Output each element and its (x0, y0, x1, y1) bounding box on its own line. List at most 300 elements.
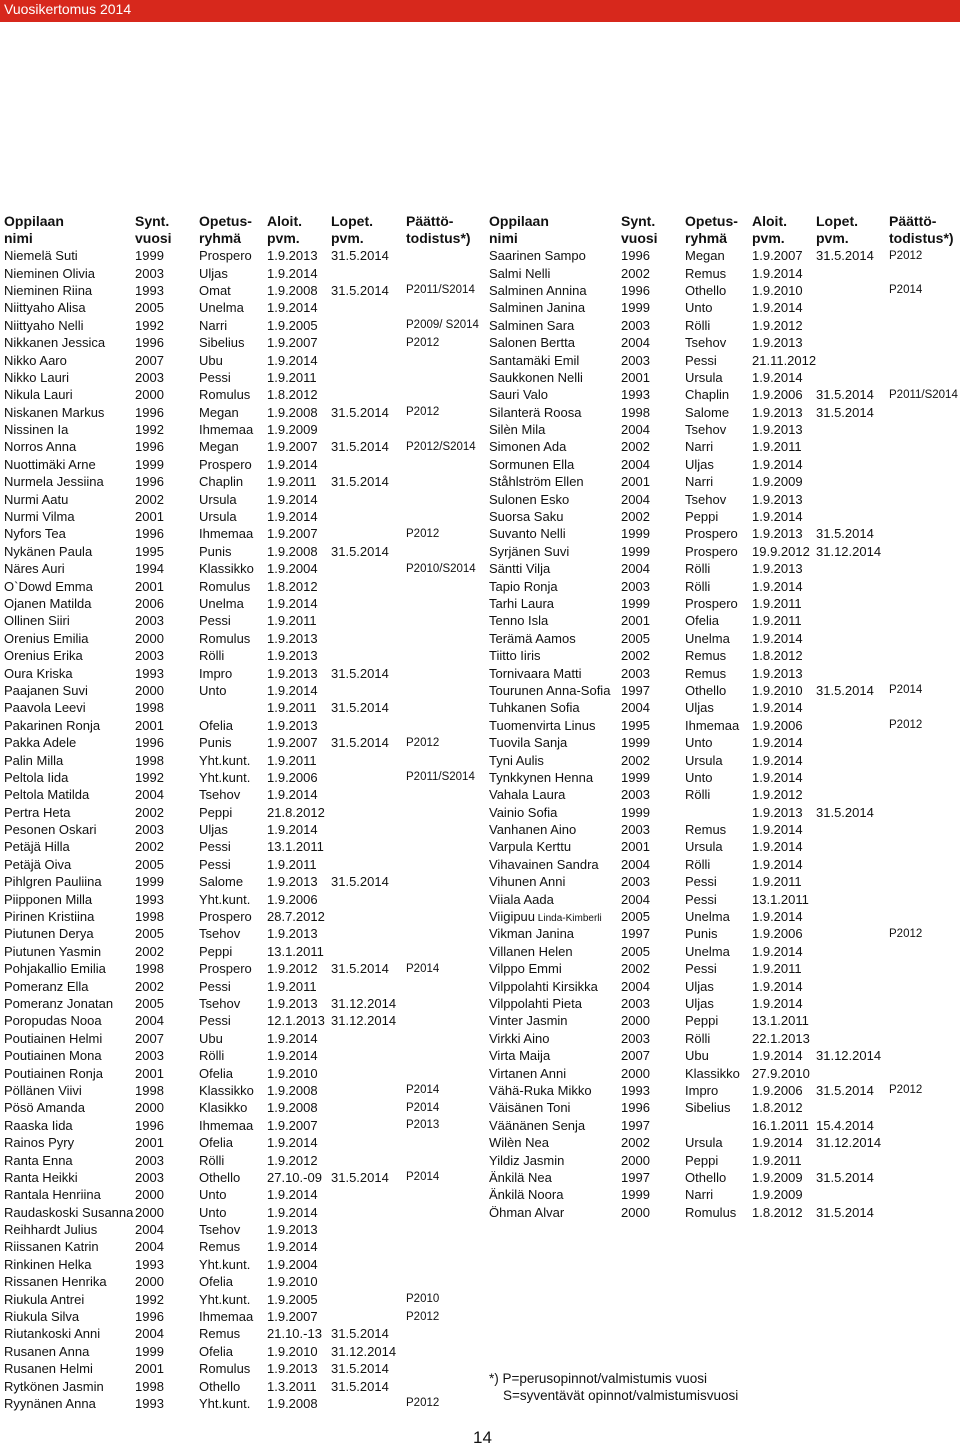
end-date-cell (331, 1395, 406, 1412)
group-cell: Pessi (685, 874, 717, 890)
birth-year-cell: 1996 (135, 474, 164, 490)
group-cell: Klassikko (685, 1065, 740, 1081)
start-date-cell: 1.9.2011 (267, 700, 317, 716)
start-date-cell: 1.9.2006 (752, 1082, 803, 1098)
end-date-cell (331, 1134, 406, 1151)
name-cell: Vilppo Emmi (489, 961, 562, 977)
certificate-cell (889, 404, 960, 421)
birth-year-cell: 2003 (621, 578, 650, 594)
birth-year-cell: 2003 (135, 1152, 164, 1168)
group-cell: Unto (199, 1204, 227, 1220)
start-date-cell: 16.1.2011 (752, 1117, 809, 1133)
table-row (4, 560, 480, 577)
end-date-cell: 31.5.2014 (816, 387, 874, 403)
start-date-cell: 1.9.2013 (267, 665, 318, 681)
group-cell: Ihmemaa (199, 1309, 254, 1325)
table-row (4, 577, 480, 594)
name-cell: Nieminen Riina (4, 282, 93, 298)
name-cell: Ollinen Siiri (4, 613, 70, 629)
birth-year-cell: 1993 (135, 891, 164, 907)
start-date-cell: 1.9.2014 (752, 630, 803, 646)
table-row (4, 386, 480, 403)
birth-year-cell: 1996 (135, 404, 164, 420)
group-cell: Ursula (685, 839, 723, 855)
group-cell: Ursula (685, 1135, 723, 1151)
certificate-cell (889, 995, 960, 1012)
end-date-cell (331, 1308, 406, 1325)
birth-year-cell: 1997 (621, 682, 650, 698)
end-date-cell (331, 334, 406, 351)
group-cell: Klassikko (199, 561, 254, 577)
start-date-cell: 13.1.2011 (267, 943, 324, 959)
certificate-cell (406, 1012, 480, 1029)
name-cell: Tenno Isla (489, 613, 549, 629)
name-cell: Simonen Ada (489, 439, 567, 455)
end-date-cell (816, 595, 889, 612)
table-row (4, 943, 480, 960)
table-row (4, 421, 480, 438)
table-row (4, 473, 480, 490)
group-cell: Remus (685, 648, 727, 664)
start-date-cell: 1.9.2014 (752, 943, 803, 959)
certificate-cell (406, 577, 480, 594)
start-date-cell: 1.9.2004 (267, 1256, 318, 1272)
certificate-cell: P2011/S2014 (406, 284, 475, 297)
name-cell: Väänänen Senja (489, 1117, 586, 1133)
group-cell: Megan (199, 404, 239, 420)
birth-year-cell: 2004 (621, 335, 650, 351)
end-date-cell: 31.5.2014 (816, 682, 874, 698)
table-row (4, 404, 480, 421)
col-header-name: Oppilaan nimi (4, 213, 64, 246)
end-date-cell (816, 977, 889, 994)
birth-year-cell: 2005 (135, 926, 164, 942)
birth-year-cell: 1998 (135, 1378, 164, 1394)
name-cell: Peltola Iida (4, 769, 69, 785)
birth-year-cell: 2002 (135, 943, 164, 959)
name-cell: Niemelä Suti (4, 248, 78, 264)
name-cell: Pohjakallio Emilia (4, 961, 106, 977)
group-cell: Impro (685, 1082, 719, 1098)
end-date-cell: 31.12.2014 (816, 1048, 882, 1064)
end-date-cell (816, 612, 889, 629)
end-date-cell (816, 1030, 889, 1047)
end-date-cell (331, 264, 406, 281)
start-date-cell: 1.9.2006 (752, 926, 803, 942)
name-cell: Poutiainen Helmi (4, 1030, 103, 1046)
name-cell: Pakarinen Ronja (4, 717, 101, 733)
name-cell: Rinkinen Helka (4, 1256, 92, 1272)
certificate-cell (406, 1360, 480, 1377)
certificate-cell (406, 369, 480, 386)
certificate-cell (889, 1047, 960, 1064)
name-cell: Vihavainen Sandra (489, 856, 599, 872)
table-row (489, 1012, 960, 1029)
end-date-cell (816, 490, 889, 507)
group-cell: Othello (199, 1378, 241, 1394)
birth-year-cell: 1999 (621, 804, 650, 820)
birth-year-cell: 2003 (135, 1169, 164, 1185)
end-date-cell (331, 1030, 406, 1047)
end-date-cell (331, 421, 406, 438)
table-row (4, 1360, 480, 1377)
name-cell: Paavola Leevi (4, 700, 86, 716)
birth-year-cell: 2005 (135, 995, 164, 1011)
group-cell: Remus (685, 265, 727, 281)
start-date-cell: 27.10.-09 (267, 1169, 322, 1185)
name-cell: Tyni Aulis (489, 752, 544, 768)
table-row (4, 786, 480, 803)
start-date-cell: 1.9.2011 (267, 752, 317, 768)
name-cell: Öhman Alvar (489, 1204, 565, 1220)
birth-year-cell: 2003 (621, 1030, 650, 1046)
birth-year-cell: 2002 (621, 961, 650, 977)
name-cell: Wilèn Nea (489, 1135, 549, 1151)
name-cell: Pakka Adele (4, 735, 77, 751)
end-date-cell (816, 299, 889, 316)
birth-year-cell: 1999 (621, 300, 650, 316)
group-cell: Omat (199, 282, 231, 298)
certificate-cell: P2014 (406, 1171, 440, 1184)
name-cell: Pomeranz Jonatan (4, 995, 114, 1011)
end-date-cell (331, 838, 406, 855)
end-date-cell: 31.5.2014 (816, 1082, 874, 1098)
end-date-cell (816, 456, 889, 473)
group-cell: Ubu (685, 1048, 709, 1064)
end-date-cell (331, 682, 406, 699)
certificate-cell: P2012 (889, 1084, 923, 1097)
birth-year-cell: 2000 (135, 682, 164, 698)
name-cell: Suorsa Saku (489, 509, 564, 525)
page-number: 14 (473, 1428, 492, 1447)
start-date-cell: 1.9.2006 (752, 387, 803, 403)
certificate-cell (406, 1273, 480, 1290)
start-date-cell: 1.9.2014 (267, 787, 318, 803)
start-date-cell: 1.9.2013 (267, 995, 318, 1011)
start-date-cell: 1.9.2011 (752, 874, 802, 890)
birth-year-cell: 2000 (621, 1204, 650, 1220)
certificate-cell: P2012 (889, 719, 923, 732)
certificate-cell (889, 473, 960, 490)
name-cell: Säntti Vilja (489, 561, 551, 577)
birth-year-cell: 1992 (135, 769, 164, 785)
certificate-cell (889, 317, 960, 334)
start-date-cell: 1.9.2013 (752, 404, 803, 420)
table-row (4, 1169, 480, 1186)
birth-year-cell: 1996 (135, 1309, 164, 1325)
end-date-cell (816, 282, 889, 299)
birth-year-cell: 1993 (135, 282, 164, 298)
certificate-cell: P2012 (406, 336, 440, 349)
start-date-cell: 28.7.2012 (267, 909, 325, 925)
end-date-cell (331, 890, 406, 907)
certificate-cell (406, 717, 480, 734)
end-date-cell (816, 995, 889, 1012)
birth-year-cell: 1996 (621, 248, 650, 264)
birth-year-cell: 1999 (135, 456, 164, 472)
birth-year-cell: 2007 (135, 352, 164, 368)
name-cell: Rainos Pyry (4, 1135, 75, 1151)
name-cell: Virtanen Anni (489, 1065, 567, 1081)
table-row (489, 890, 960, 907)
birth-year-cell: 2004 (135, 1326, 164, 1342)
name-cell: Nissinen Ia (4, 422, 69, 438)
start-date-cell: 1.9.2007 (267, 1117, 318, 1133)
table-row (4, 1064, 480, 1081)
certificate-cell: P2014 (406, 1101, 440, 1114)
table-row (4, 317, 480, 334)
birth-year-cell: 1996 (621, 282, 650, 298)
group-cell: Unelma (199, 300, 244, 316)
start-date-cell: 1.9.2014 (752, 735, 803, 751)
birth-year-cell: 2003 (135, 265, 164, 281)
end-date-cell (816, 369, 889, 386)
birth-year-cell: 1993 (621, 387, 650, 403)
start-date-cell: 12.1.2013 (267, 1013, 325, 1029)
report-title: Vuosikertomus 2014 (4, 1, 132, 17)
group-cell (685, 804, 752, 821)
certificate-cell: P2012 (406, 1310, 440, 1323)
group-cell: Uljas (685, 456, 714, 472)
birth-year-cell: 1999 (621, 543, 650, 559)
group-cell: Megan (199, 439, 239, 455)
group-cell: Tsehov (685, 422, 727, 438)
certificate-cell (889, 1099, 960, 1116)
end-date-cell (816, 264, 889, 281)
table-row (489, 873, 960, 890)
certificate-cell (889, 595, 960, 612)
group-cell: Chaplin (685, 387, 730, 403)
birth-year-cell: 1994 (135, 561, 164, 577)
name-cell: Rusanen Helmi (4, 1361, 93, 1377)
table-row (4, 456, 480, 473)
certificate-cell: P2012 (406, 527, 440, 540)
start-date-cell: 1.9.2009 (752, 1169, 803, 1185)
group-cell: Pessi (685, 891, 717, 907)
name-cell: Virkki Aino (489, 1030, 550, 1046)
name-cell: Tuhkanen Sofia (489, 700, 580, 716)
name-cell: Silèn Mila (489, 422, 546, 438)
birth-year-cell: 2004 (621, 561, 650, 577)
group-cell: Salome (199, 874, 244, 890)
certificate-cell (406, 1256, 480, 1273)
name-cell: Vihunen Anni (489, 874, 566, 890)
group-cell: Prospero (685, 526, 738, 542)
certificate-cell (889, 960, 960, 977)
birth-year-cell: 1999 (135, 248, 164, 264)
end-date-cell: 15.4.2014 (816, 1117, 874, 1133)
group-cell: Remus (685, 665, 727, 681)
start-date-cell: 1.9.2011 (752, 1152, 802, 1168)
name-cell: Vinter Jasmin (489, 1013, 568, 1029)
group-cell: Ofelia (199, 1343, 233, 1359)
name-cell: Pösö Amanda (4, 1100, 85, 1116)
start-date-cell: 1.9.2014 (752, 822, 803, 838)
end-date-cell (331, 1186, 406, 1203)
table-row (4, 543, 480, 560)
birth-year-cell: 2002 (135, 491, 164, 507)
birth-year-cell: 2003 (621, 317, 650, 333)
start-date-cell: 1.9.2013 (752, 561, 803, 577)
start-date-cell: 1.9.2007 (267, 1309, 318, 1325)
table-row (4, 856, 480, 873)
birth-year-cell: 2001 (621, 839, 650, 855)
name-cell: Pesonen Oskari (4, 822, 97, 838)
start-date-cell: 1.9.2014 (267, 822, 318, 838)
start-date-cell: 1.9.2007 (752, 248, 803, 264)
certificate-cell (406, 1186, 480, 1203)
end-date-cell (816, 630, 889, 647)
group-cell: Rölli (685, 317, 711, 333)
birth-year-cell: 2003 (135, 648, 164, 664)
table-row (489, 612, 960, 629)
end-date-cell: 31.12.2014 (816, 543, 882, 559)
birth-year-cell: 2000 (621, 1065, 650, 1081)
start-date-cell: 1.9.2014 (267, 491, 318, 507)
start-date-cell: 1.9.2011 (752, 961, 802, 977)
col-header-start-date: Aloit. pvm. (267, 213, 302, 246)
group-cell: Ihmemaa (685, 717, 740, 733)
table-row (489, 960, 960, 977)
certificate-cell (406, 1377, 480, 1394)
name-cell: Salonen Bertta (489, 335, 576, 351)
birth-year-cell: 2004 (621, 700, 650, 716)
end-date-cell (816, 560, 889, 577)
end-date-cell (331, 299, 406, 316)
table-row (4, 821, 480, 838)
birth-year-cell: 2001 (135, 1135, 164, 1151)
certificate-cell (889, 560, 960, 577)
end-date-cell (816, 664, 889, 681)
certificate-cell (406, 1030, 480, 1047)
col-header-end-date: Lopet. pvm. (816, 213, 858, 246)
name-cell: Nykänen Paula (4, 543, 93, 559)
group-cell: Rölli (199, 648, 225, 664)
start-date-cell: 1.9.2008 (267, 1100, 318, 1116)
end-date-cell (331, 1256, 406, 1273)
end-date-cell (816, 577, 889, 594)
table-header (489, 205, 960, 247)
certificate-cell (406, 647, 480, 664)
name-cell: Niskanen Markus (4, 404, 105, 420)
birth-year-cell: 2007 (621, 1048, 650, 1064)
start-date-cell: 1.9.2011 (752, 439, 802, 455)
name-cell: Vähä-Ruka Mikko (489, 1082, 592, 1098)
table-row (4, 977, 480, 994)
start-date-cell: 21.11.2012 (752, 352, 817, 368)
name-cell: Nieminen Olivia (4, 265, 96, 281)
start-date-cell: 1.9.2011 (267, 613, 317, 629)
name-cell: Santamäki Emil (489, 352, 580, 368)
certificate-cell (406, 595, 480, 612)
table-row (4, 612, 480, 629)
group-cell: Remus (199, 1326, 241, 1342)
table-row (4, 1030, 480, 1047)
group-cell: Rölli (685, 561, 711, 577)
start-date-cell: 1.9.2013 (752, 335, 803, 351)
name-cell: Näres Auri (4, 561, 65, 577)
start-date-cell: 1.9.2013 (267, 1361, 318, 1377)
birth-year-cell: 1995 (621, 717, 650, 733)
certificate-cell (406, 682, 480, 699)
certificate-cell (406, 386, 480, 403)
certificate-cell (406, 421, 480, 438)
group-cell: Tsehov (199, 995, 241, 1011)
start-date-cell: 1.9.2014 (267, 682, 318, 698)
name-cell: Pihlgren Pauliina (4, 874, 102, 890)
table-row (4, 682, 480, 699)
certificate-cell (406, 1325, 480, 1342)
certificate-cell (889, 699, 960, 716)
end-date-cell: 31.5.2014 (816, 248, 874, 264)
start-date-cell: 1.9.2011 (752, 596, 802, 611)
birth-year-cell: 1999 (621, 735, 650, 751)
table-row (4, 838, 480, 855)
birth-year-cell: 2003 (621, 995, 650, 1011)
start-date-cell: 22.1.2013 (752, 1030, 810, 1046)
birth-year-cell: 2002 (621, 265, 650, 281)
birth-year-cell: 1993 (135, 665, 164, 681)
name-cell: Väisänen Toni (489, 1100, 571, 1116)
name-cell: Nikula Lauri (4, 387, 73, 403)
name-cell: Tuovila Sanja (489, 735, 568, 751)
birth-year-cell: 2004 (621, 978, 650, 994)
group-cell: Narri (199, 317, 228, 333)
end-date-cell (331, 977, 406, 994)
end-date-cell (816, 699, 889, 716)
table-row (4, 1343, 480, 1360)
birth-year-cell: 2001 (135, 1065, 164, 1081)
start-date-cell: 1.9.2013 (267, 874, 318, 890)
col-header-certificate: Päättö- todistus*) (889, 213, 954, 246)
certificate-cell (406, 456, 480, 473)
name-cell: Petäjä Hilla (4, 839, 70, 855)
end-date-cell: 31.5.2014 (331, 248, 389, 264)
end-date-cell (331, 925, 406, 942)
table-row (489, 247, 960, 264)
certificate-cell: P2012 (406, 736, 440, 749)
name-cell: Salminen Sara (489, 317, 575, 333)
end-date-cell (331, 456, 406, 473)
group-cell: Yht.kunt. (199, 1291, 251, 1307)
table-row (4, 769, 480, 786)
end-date-cell (816, 1099, 889, 1116)
birth-year-cell: 2004 (621, 891, 650, 907)
birth-year-cell: 2003 (135, 369, 164, 385)
birth-year-cell: 1992 (135, 1291, 164, 1307)
table-row (4, 1238, 480, 1255)
end-date-cell: 31.5.2014 (816, 1169, 874, 1185)
table-row (489, 386, 960, 403)
group-cell: Ofelia (199, 717, 233, 733)
name-cell: Villanen Helen (489, 943, 573, 959)
birth-year-cell: 2002 (621, 439, 650, 455)
group-cell: Sibelius (199, 335, 245, 351)
certificate-cell (889, 873, 960, 890)
end-date-cell (331, 1064, 406, 1081)
end-date-cell (331, 612, 406, 629)
start-date-cell: 1.9.2013 (752, 526, 803, 542)
certificate-cell (406, 804, 480, 821)
group-cell: Ihmemaa (199, 422, 254, 438)
table-row (489, 751, 960, 768)
certificate-cell (406, 1047, 480, 1064)
table-row (489, 786, 960, 803)
end-date-cell (816, 351, 889, 368)
group-cell: Punis (199, 543, 232, 559)
start-date-cell: 1.9.2008 (267, 404, 318, 420)
certificate-cell (406, 786, 480, 803)
